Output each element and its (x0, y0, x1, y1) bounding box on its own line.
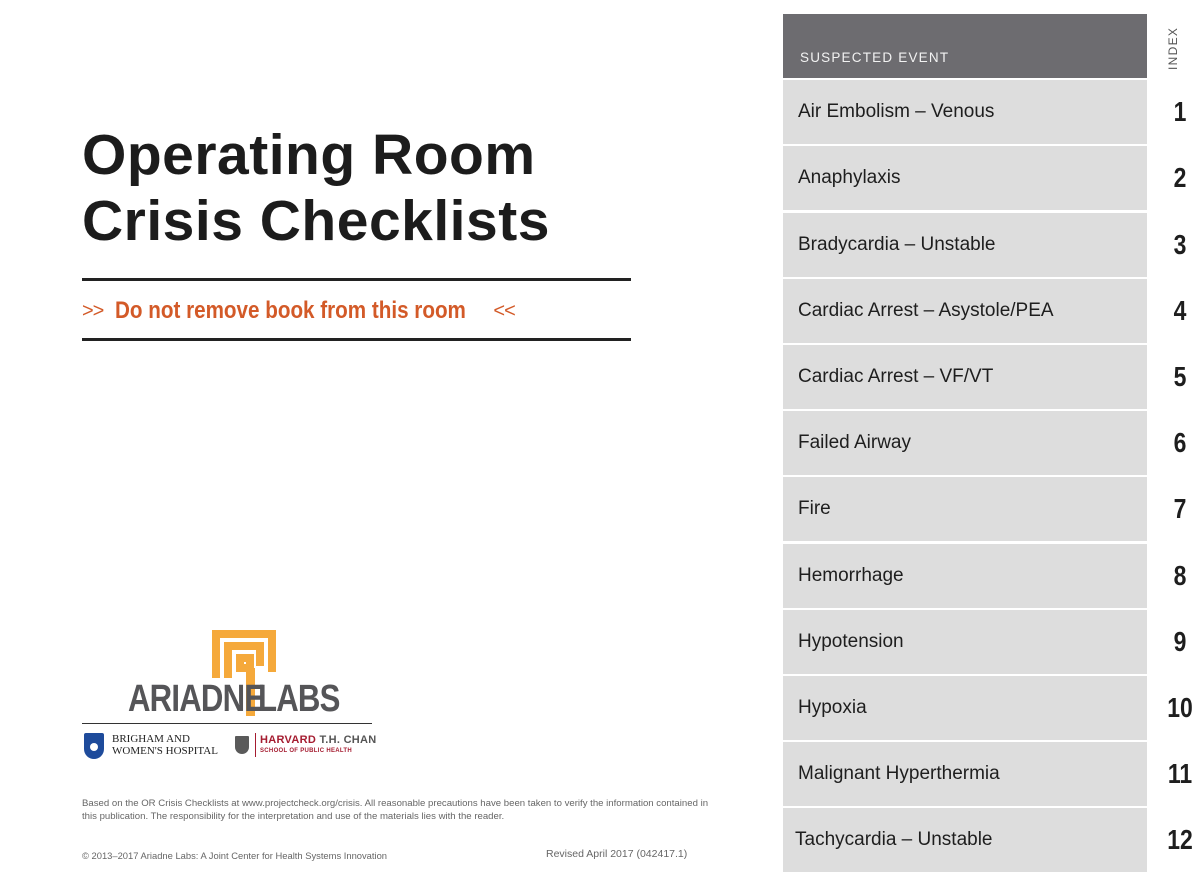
index-item-hypotension[interactable] (783, 610, 1187, 674)
index-item-cardiac-arrest-vf[interactable] (783, 345, 1187, 409)
index-item-label: Air Embolism – Venous (798, 101, 995, 123)
index-item-label: Bradycardia – Unstable (798, 233, 996, 255)
title-line-2: Crisis Checklists (82, 189, 550, 253)
index-item-tachycardia[interactable] (783, 808, 1193, 872)
index-header (783, 14, 1147, 78)
index-item-page: 3 (1173, 228, 1187, 260)
index-item-page: 11 (1167, 758, 1193, 790)
index-item-page: 8 (1173, 559, 1187, 591)
chevrons-left-icon: << (493, 299, 515, 322)
index-item-anaphylaxis[interactable] (783, 146, 1187, 210)
index-item-label: Failed Airway (798, 432, 911, 454)
index-item-label: Tachycardia – Unstable (795, 829, 993, 851)
bwh-logo-text (112, 733, 218, 757)
partner-logos (82, 731, 382, 761)
copyright-text: © 2013–2017 Ariadne Labs: A Joint Center for Health Systems Innovation (82, 850, 388, 861)
index-item-hypoxia[interactable] (783, 676, 1193, 740)
logo-word-ariadne: ARIADNE (128, 678, 265, 720)
bwh-line-1: BRIGHAM AND (112, 733, 190, 745)
bwh-shield-icon (84, 733, 104, 759)
index-item-label: Fire (798, 498, 831, 520)
harvard-shield-icon (235, 736, 249, 754)
index-item-hemorrhage[interactable] (783, 544, 1187, 608)
logo-word-labs: LABS (258, 678, 340, 720)
index-item-malignant-hyperthermia[interactable] (783, 742, 1193, 806)
index-item-page: 10 (1167, 691, 1193, 723)
harvard-logo-name (260, 734, 377, 746)
index-item-label: Cardiac Arrest – Asystole/PEA (798, 299, 1054, 321)
harvard-suffix: T.H. CHAN (319, 734, 377, 746)
harvard-subline: SCHOOL OF PUBLIC HEALTH (260, 748, 353, 754)
index-item-label: Hypoxia (798, 696, 867, 718)
index-item-page: 4 (1173, 294, 1187, 326)
divider-top (82, 278, 631, 281)
divider-bottom (82, 338, 631, 341)
index-item-page: 5 (1173, 360, 1187, 392)
index-item-label: Cardiac Arrest – VF/VT (798, 365, 994, 387)
warning-banner (82, 293, 515, 329)
index-header-label: SUSPECTED EVENT (800, 50, 950, 65)
chevrons-right-icon: >> (82, 299, 104, 322)
index-item-page: 1 (1173, 96, 1187, 128)
bwh-line-2: WOMEN'S HOSPITAL (112, 745, 218, 757)
harvard-divider (255, 733, 256, 757)
index-item-fire[interactable] (783, 477, 1187, 541)
index-item-page: 7 (1173, 493, 1187, 525)
disclaimer-text: Based on the OR Crisis Checklists at www.projectcheck.org/crisis. All reasonable precautions have been taken to verify the information contained in this publication. The responsibility for the interpretation and use of the materials lies with the reader. (82, 798, 709, 822)
index-item-label: Hypotension (798, 630, 904, 652)
index-item-air-embolism[interactable] (783, 80, 1187, 144)
index-item-page: 9 (1173, 625, 1187, 657)
warning-message: Do not remove book from this room (115, 297, 467, 324)
title-line-1: Operating Room (82, 123, 536, 187)
index-item-page: 2 (1173, 162, 1187, 194)
index-item-page: 6 (1173, 427, 1187, 459)
page-title (82, 122, 550, 254)
index-item-label: Malignant Hyperthermia (798, 763, 1000, 785)
revision-text: Revised April 2017 (042417.1) (546, 848, 688, 860)
index-item-page: 12 (1167, 824, 1193, 856)
index-tab-label: INDEX (1166, 26, 1180, 70)
harvard-name: HARVARD (260, 734, 317, 746)
ariadne-labs-logo (128, 628, 340, 720)
index-item-label: Anaphylaxis (798, 167, 901, 189)
index-item-failed-airway[interactable] (783, 411, 1187, 475)
logo-divider (82, 723, 372, 724)
index-item-cardiac-arrest-asystole[interactable] (783, 279, 1187, 343)
index-item-bradycardia[interactable] (783, 213, 1187, 277)
index-item-label: Hemorrhage (798, 564, 904, 586)
